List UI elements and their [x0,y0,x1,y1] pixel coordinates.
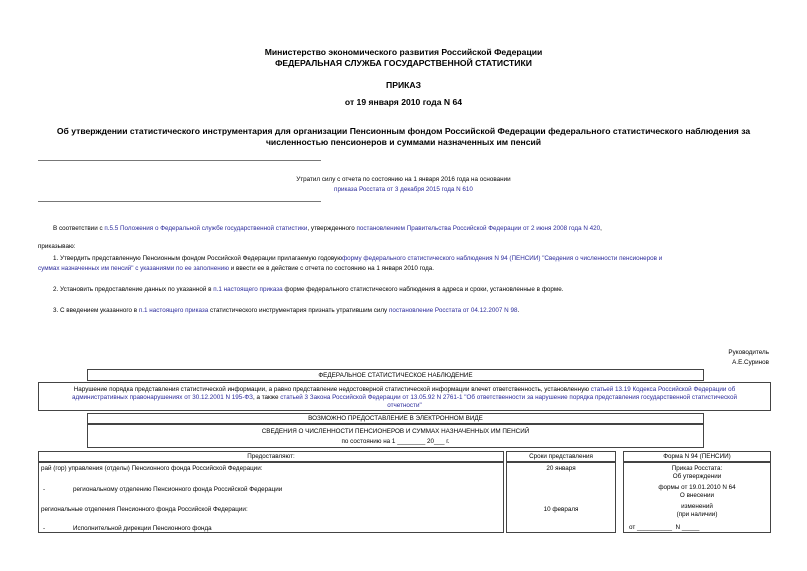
rosstat-decree-link[interactable]: постановление Росстата от 04.12.2007 N 98 [388,307,518,314]
warning-box [38,382,771,411]
warning-line-3 [43,402,766,410]
signature-name: А.Е.Суринов [732,359,769,366]
regulation-link[interactable]: п.5.5 Положения о Федеральной службе государственной статистики [104,225,308,232]
document-subject-line-2: численностью пенсионеров и суммами назначенных им пенсий [265,137,542,147]
report-title: СВЕДЕНИЯ О ЧИСЛЕННОСТИ ПЕНСИОНЕРОВ И СУММАХ НАЗНАЧЕННЫХ ИМ ПЕНСИЙ [261,428,530,435]
submitters-cell [38,462,504,533]
divider-top [38,160,321,161]
column-header-who-label: Предоставляют: [247,453,295,460]
column-header-when-label: Сроки представления [529,453,593,460]
item-1-line-1 [53,254,662,263]
number-label: N [675,524,681,531]
federal-observation-title: ФЕДЕРАЛЬНОЕ СТАТИСТИЧЕСКОЕ НАБЛЮДЕНИЕ [318,372,473,379]
item-2-text: форме федерального статистического наблюдения в адреса и сроки, установленные в форме. [282,286,564,293]
approval-line: О внесении [679,492,715,499]
warning-line-2 [43,394,766,402]
warning-line-1 [43,386,766,394]
submitter-row-3: региональные отделения Пенсионного фонда Российской Федерации: [41,506,248,513]
approval-from-number [629,524,699,532]
deadline-row-1: 20 января [546,465,576,472]
item-2-text: 2. Установить предоставление данных по указанной в [53,286,214,293]
from-label: от [629,524,636,531]
form-94-link[interactable]: форму федерального статистического наблюдения N 94 (ПЕНСИИ) "Сведения о численности пенсионеров и [341,255,663,262]
warning-text: , а также [252,394,281,401]
submitter-row-1: рай (гор) управления (отделы) Пенсионного фонда Российской Федерации: [41,465,263,472]
column-header-who [38,451,504,462]
document-date-number: от 19 января 2010 года N 64 [344,97,463,107]
preamble-text: В соответствии с [53,225,105,232]
form-94-link-continued[interactable]: суммах назначенных им пенсий" с указаниями по ее заполнению [38,265,229,272]
electronic-box [87,413,704,424]
item-2 [53,285,563,294]
submitter-row-4: Исполнительной дирекции Пенсионного фонда [73,525,212,532]
warning-text: Нарушение порядка представления статистической информации, а равно представление недостоверной статистической информации влечет ответственность, установленную [73,386,591,393]
koap-article-link[interactable]: статьей 13.19 Кодекса Российской Федерации об [590,386,736,393]
lost-force-note: Утратил силу с отчета по состоянию на 1 января 2016 года на основании [296,176,511,183]
preamble-text: , утвержденного [307,225,357,232]
order-item-1-link[interactable]: п.1 настоящего приказа [213,286,283,293]
submitter-row-2: региональному отделению Пенсионного фонда Российской Федерации [73,486,283,493]
dash: - [43,486,46,493]
electronic-submission-note: ВОЗМОЖНО ПРЕДОСТАВЛЕНИЕ В ЭЛЕКТРОННОМ ВИДЕ [308,415,483,422]
approval-line: (при наличии) [676,511,718,518]
approval-line: изменений [681,503,713,510]
item-3-text: 3. С введением указанного в [53,307,139,314]
law-article-link-continued[interactable]: отчетности" [387,402,422,409]
item-1-line-2 [38,264,434,273]
from-blank[interactable]: __________ [637,524,673,531]
item-1-text: 1. Утвердить представленную Пенсионным фондом Российской Федерации прилагаемую годовую [53,255,342,262]
dash: - [43,525,46,532]
number-blank[interactable]: _____ [681,524,700,531]
preamble-text: , [600,225,602,232]
order-word: приказываю: [38,243,76,250]
ministry-name: Министерство экономического развития Российской Федерации [264,47,543,57]
document-type: ПРИКАЗ [386,80,421,90]
preamble [53,224,602,233]
document-subject-line-1: Об утверждении статистического инструментария для организации Пенсионным фондом Российской Федерации федерального статистического наблюдения за [56,126,751,136]
law-article-link[interactable]: статьей 3 Закона Российской Федерации от 13.05.92 N 2761-1 "Об ответственности за нарушение порядка представления государственной статистической [280,394,737,401]
divider-bottom [38,201,321,202]
service-name: ФЕДЕРАЛЬНАЯ СЛУЖБА ГОСУДАРСТВЕННОЙ СТАТИСТИКИ [275,58,532,68]
column-header-when [506,451,616,462]
lost-force-order-link[interactable]: приказа Росстата от 3 декабря 2015 года N 610 [334,186,473,193]
item-3-text: статистического инструментария признать утратившим силу [208,307,389,314]
approval-line: Приказ Росстата: [671,465,723,472]
column-header-form [623,451,771,462]
signature-title: Руководитель [728,349,769,356]
report-date: по состоянию на 1 ________ 20___ г. [341,438,450,445]
federal-observation-box [87,369,704,381]
deadline-row-3: 10 февраля [543,506,579,513]
koap-article-link-continued[interactable]: административных правонарушениях от 30.12.2001 N 195-ФЗ [72,394,253,401]
order-item-1-link[interactable]: п.1 настоящего приказа [138,307,209,314]
report-title-box [87,424,704,448]
item-3-text: . [517,307,520,314]
item-3 [53,306,519,315]
approval-line: формы от 19.01.2010 N 64 [658,484,736,491]
deadlines-cell [506,462,616,533]
government-decree-link[interactable]: постановлением Правительства Российской Федерации от 2 июня 2008 года N 420 [356,225,601,232]
approval-line: Об утверждении [672,473,722,480]
item-1-text: и ввести ее в действие с отчета по состоянию на 1 января 2010 года. [228,265,435,272]
column-header-form-label: Форма N 94 (ПЕНСИИ) [663,453,731,460]
approval-cell [623,462,771,533]
